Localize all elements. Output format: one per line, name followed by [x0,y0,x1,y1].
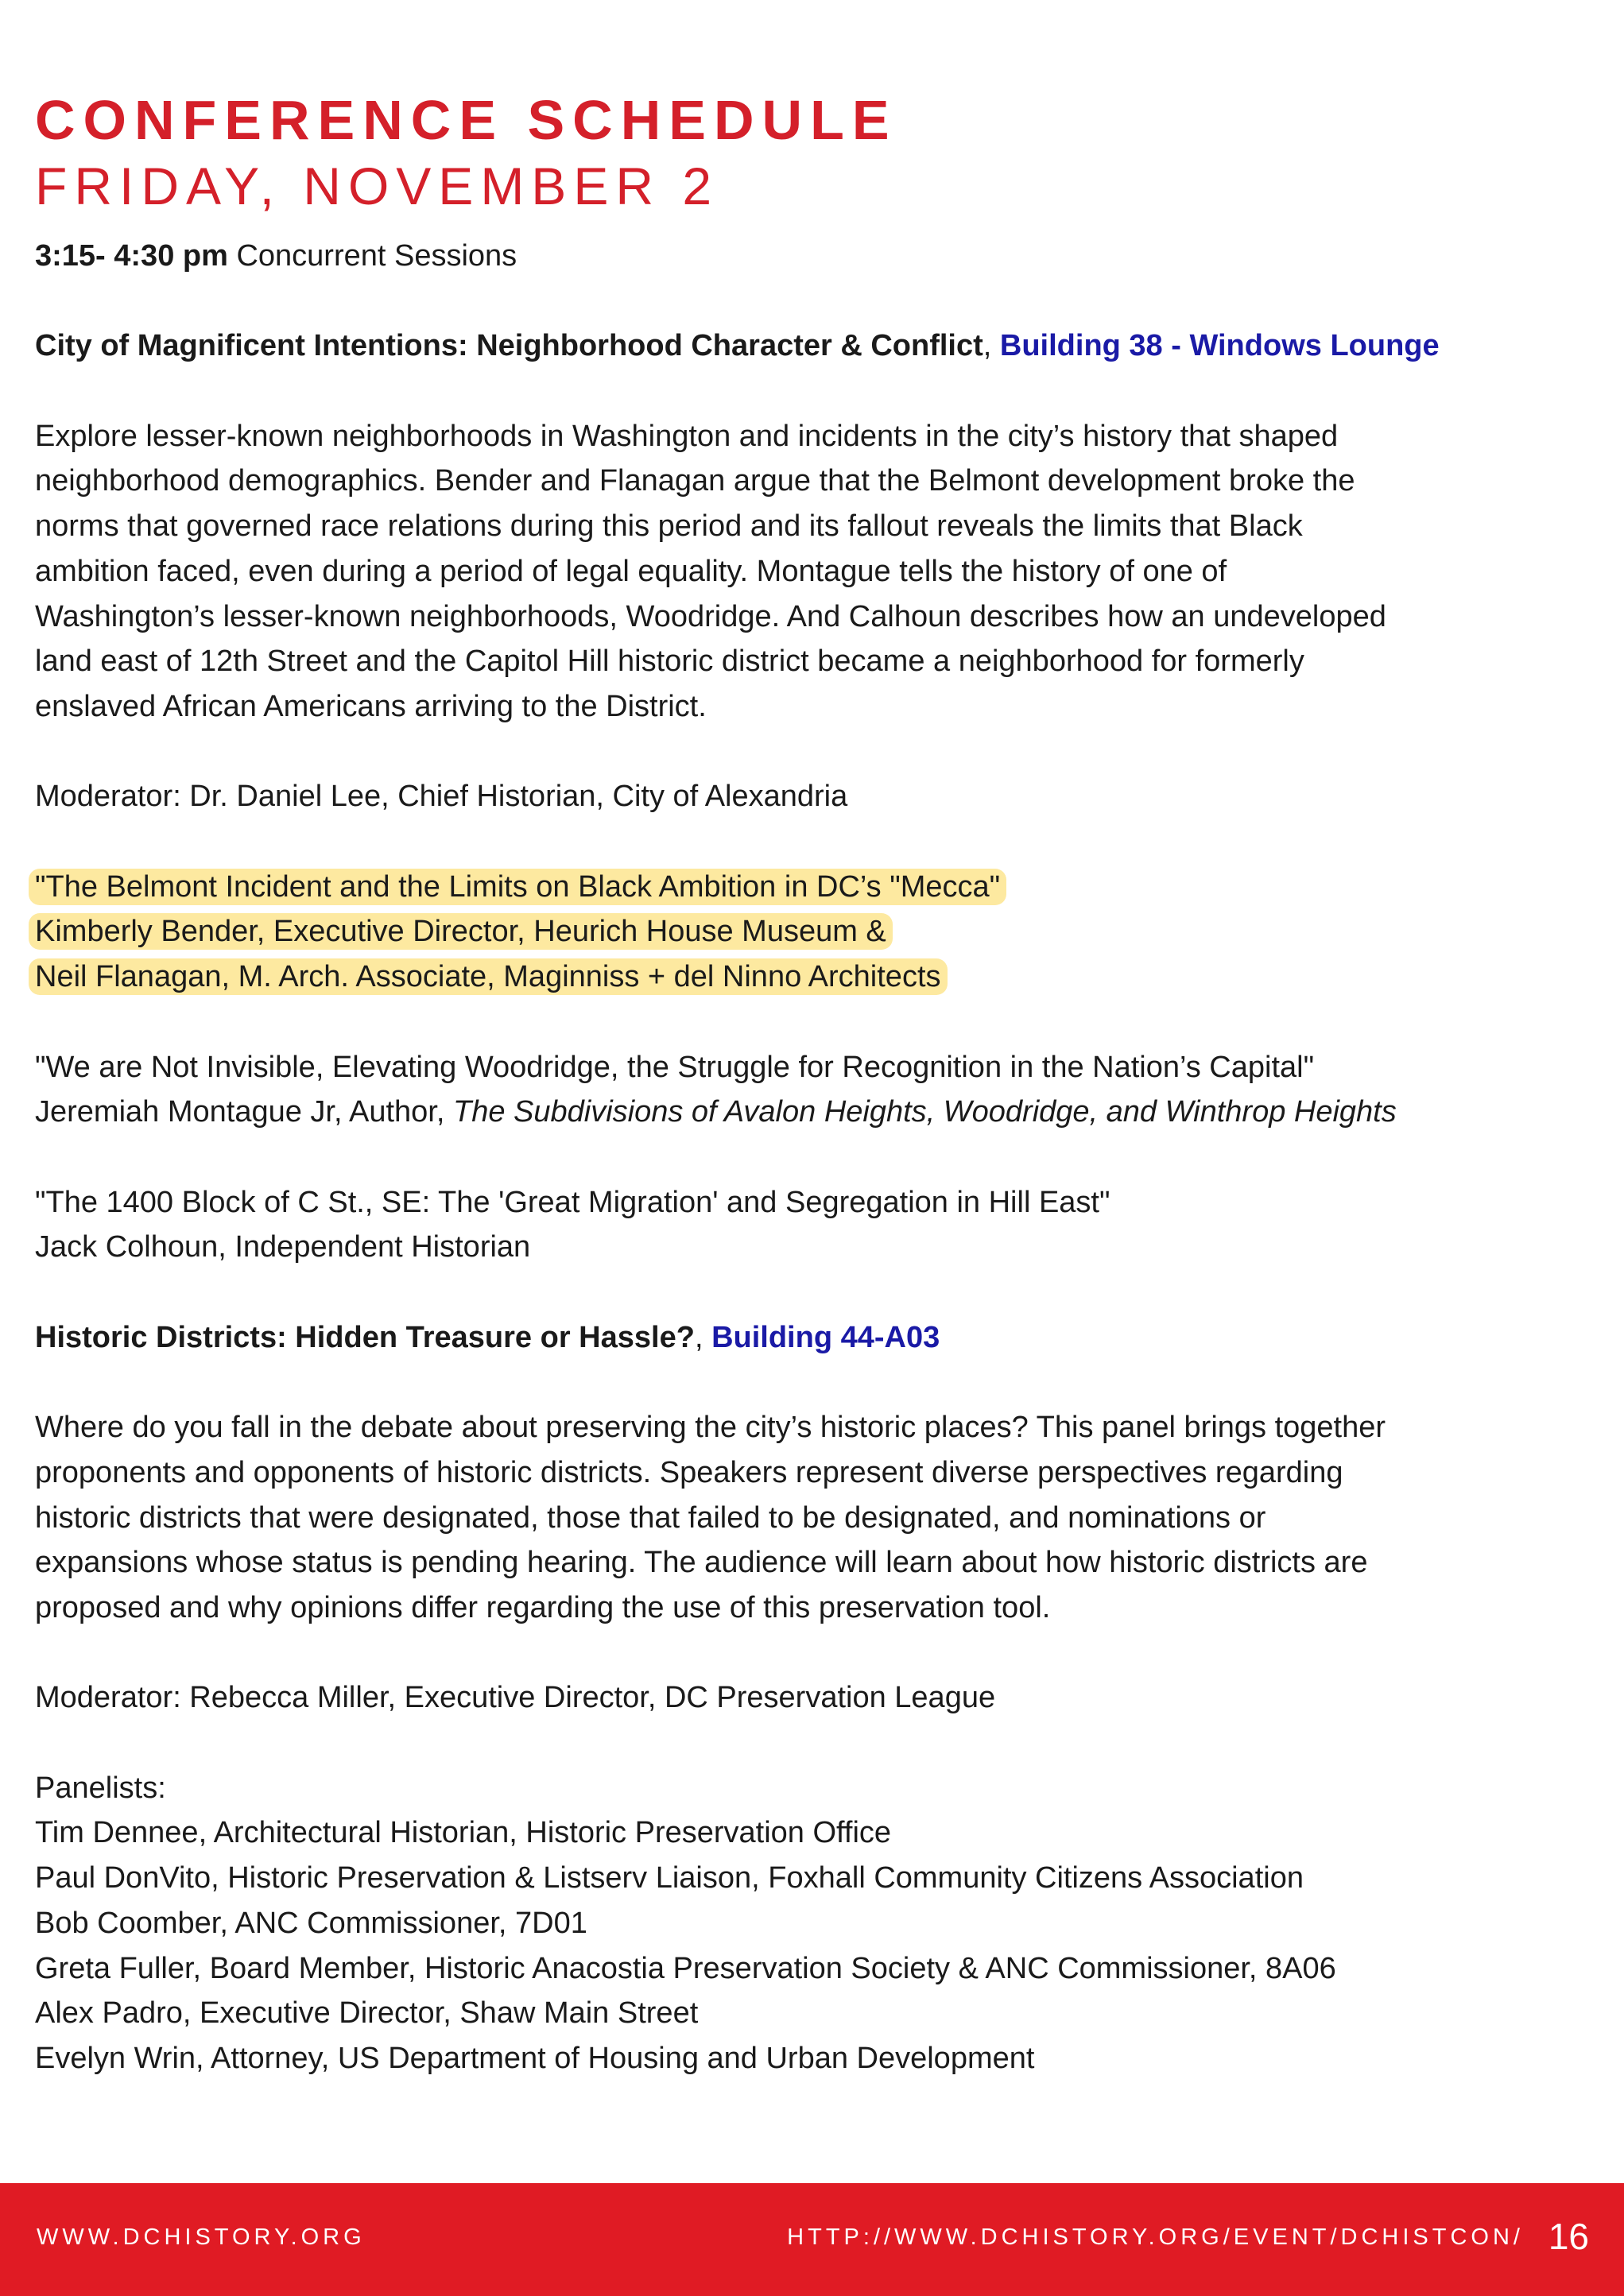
session2-moderator: Moderator: Rebecca Miller, Executive Director, DC Preservation League [35,1681,996,1715]
time-block [35,234,1585,279]
page-subtitle: FRIDAY, NOVEMBER 2 [35,157,719,215]
description-line: Washington’s lesser-known neighborhoods, Woodridge. And Calhoun describes how an undeveloped [35,599,1386,633]
page-number: 16 [1548,2216,1589,2257]
description-line: ambition faced, even during a period of legal equality. Montague tells the history of one of [35,554,1227,588]
session1-heading: City of Magnificent Intentions: Neighborhood Character & Conflict, Building 38 - Windows Lounge [35,329,1440,363]
description-line: historic districts that were designated, those that failed to be designated, and nominations or [35,1500,1266,1535]
session1-moderator: Moderator: Dr. Daniel Lee, Chief Historian, City of Alexandria [35,780,848,814]
talk-woodridge-speaker: Jeremiah Montague Jr, Author, The Subdivisions of Avalon Heights, Woodridge, and Winthrop Heights [35,1095,1397,1129]
description-line: proponents and opponents of historic districts. Speakers represent diverse perspectives regarding [35,1455,1343,1489]
page-title: CONFERENCE SCHEDULE [35,89,897,151]
schedule-body [35,234,1585,2081]
talk-belmont-speaker: Kimberly Bender, Executive Director, Heurich House Museum & [29,913,893,950]
footer-website-link[interactable]: WWW.DCHISTORY.ORG [37,2224,366,2250]
session2-description [35,1405,1585,1631]
talk-woodridge-title: "We are Not Invisible, Elevating Woodridge, the Struggle for Recognition in the Nation’s Capital" [35,1050,1315,1084]
session2-title: Historic Districts: Hidden Treasure or Hassle? [35,1320,695,1354]
description-line: Explore lesser-known neighborhoods in Washington and incidents in the city’s history that shaped [35,419,1339,453]
talk-belmont-speaker: Neil Flanagan, M. Arch. Associate, Maginniss + del Ninno Architects [29,958,948,995]
description-line: norms that governed race relations during this period and its fallout reveals the limits that Black [35,509,1303,544]
session1-location-link[interactable]: Building 38 - Windows Lounge [999,329,1440,363]
panelist-item: Alex Padro, Executive Director, Shaw Main Street [35,1996,699,2031]
session1-title: City of Magnificent Intentions: Neighborhood Character & Conflict [35,329,983,363]
description-line: expansions whose status is pending hearing. The audience will learn about how historic districts are [35,1546,1368,1580]
panelists-label: Panelists: [35,1771,166,1805]
description-line: neighborhood demographics. Bender and Flanagan argue that the Belmont development broke the [35,464,1355,498]
panelist-item: Tim Dennee, Architectural Historian, Historic Preservation Office [35,1816,892,1850]
panelist-list [35,1810,1585,2081]
session2-location-link[interactable]: Building 44-A03 [711,1320,940,1354]
session-time: 3:15- 4:30 pm [35,239,228,273]
page-footer [0,2183,1624,2296]
panelist-item: Evelyn Wrin, Attorney, US Department of Housing and Urban Development [35,2041,1035,2075]
panelist-item: Bob Coomber, ANC Commissioner, 7D01 [35,1906,587,1940]
description-line: land east of 12th Street and the Capitol Hill historic district became a neighborhood for formerly [35,645,1304,679]
session2-heading: Historic Districts: Hidden Treasure or Hassle?, Building 44-A03 [35,1320,940,1354]
description-line: Where do you fall in the debate about preserving the city’s historic places? This panel brings together [35,1411,1386,1445]
description-line: enslaved African Americans arriving to the District. [35,690,707,723]
book-title: The Subdivisions of Avalon Heights, Woodridge, and Winthrop Heights [452,1095,1397,1129]
talk-hill-east-speaker: Jack Colhoun, Independent Historian [35,1230,531,1264]
talk-hill-east-title: "The 1400 Block of C St., SE: The 'Great Migration' and Segregation in Hill East" [35,1185,1110,1219]
panelist-item: Paul DonVito, Historic Preservation & Listserv Liaison, Foxhall Community Citizens Association [35,1861,1304,1895]
session-type: Concurrent Sessions [227,239,517,273]
talk-belmont-title: "The Belmont Incident and the Limits on Black Ambition in DC’s "Mecca" [29,869,1006,905]
footer-event-link[interactable]: HTTP://WWW.DCHISTORY.ORG/EVENT/DCHISTCON/ [787,2224,1524,2250]
talk-belmont-highlighted [35,865,1585,1000]
description-line: proposed and why opinions differ regarding the use of this preservation tool. [35,1590,1051,1624]
session1-description [35,414,1585,730]
panelist-item: Greta Fuller, Board Member, Historic Anacostia Preservation Society & ANC Commissioner, 8A06 [35,1951,1336,1985]
